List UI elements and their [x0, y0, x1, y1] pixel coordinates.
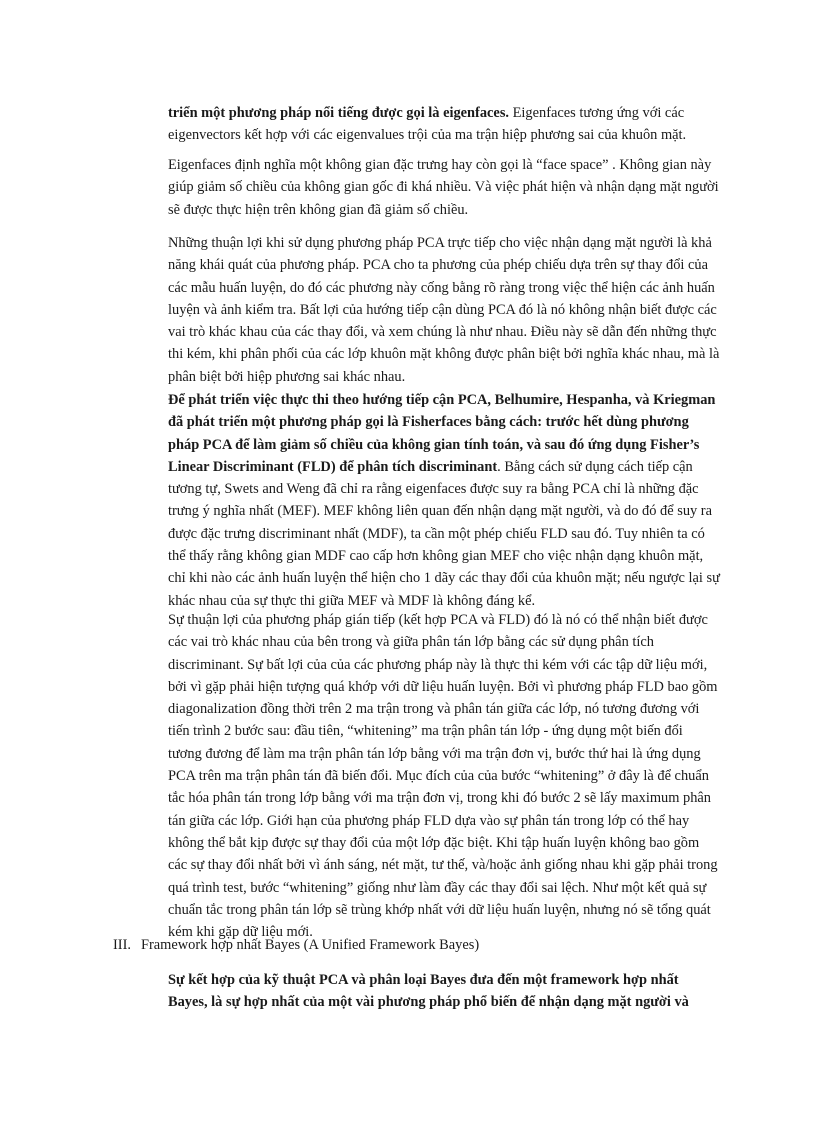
- paragraph-text: Sự kết hợp của kỹ thuật PCA và phân loại Bayes đưa đến một framework hợp nhất Bayes, là sự hợp nhất của một vài phương pháp phổ biến để nhận dạng mặt người và: [168, 972, 689, 1011]
- paragraph-bold-lead: Để phát triển việc thực thi theo hướng tiếp cận PCA, Belhumire, Hespanha, và Kriegman đã phát triển một phương pháp gọi là Fisherfaces bằng cách: trước hết dùng phương pháp PCA để làm giảm số chiều của không gian tính toán, và sau đó ứng dụng Fisher’s Linear Discriminant (FLD) để phân tích discriminant: [168, 392, 716, 475]
- paragraph-eigenfaces-intro: [168, 102, 720, 147]
- paragraph-bold-lead: triển một phương pháp nổi tiếng được gọi là eigenfaces.: [168, 105, 510, 121]
- section-title: Framework hợp nhất Bayes (A Unified Framework Bayes): [141, 937, 480, 953]
- paragraph-bayes-framework: [168, 969, 720, 1014]
- section-heading: [113, 934, 479, 956]
- paragraph-text: Eigenfaces định nghĩa một không gian đặc trưng hay còn gọi là “face space” . Không gian này giúp giảm số chiều của không gian gốc đi khá nhiều. Và việc phát hiện và nhận dạng mặt người sẽ được thực hiện trên không gian đã giảm số chiều.: [168, 157, 719, 218]
- paragraph-indirect-method: [168, 609, 720, 943]
- paragraph-fisherfaces: [168, 389, 720, 612]
- paragraph-text: Eigenfaces tương ứng với các eigenvectors kết hợp với các eigenvalues trội của ma trận hiệp phương sai của khuôn mặt.: [168, 105, 687, 144]
- paragraph-face-space: [168, 154, 720, 221]
- paragraph-text: Sự thuận lợi của phương pháp gián tiếp (kết hợp PCA và FLD) đó là nó có thể nhận biết được các vai trò khác nhau của bên trong và giữa phân tán lớp bằng các sử dụng phân tích discriminant. Sự bất lợi của của các phương pháp này là thực thi kém với các tập dữ liệu mới, bởi vì gặp phải hiện tượng quá khớp với dữ liệu huấn luyện. Bởi vì phương pháp FLD bao gồm diagonalization đồng thời trên 2 ma trận trong và phân tán giữa các lớp, nó tương đương với tiến trình 2 bước sau: đầu tiên, “whitening” ma trận phân tán lớp - ứng dụng một biến đổi tương đương để làm ma trận phân tán lớp bằng với ma trận đơn vị, bước thứ hai là ứng dụng PCA trên ma trận phân tán đã biến đổi. Mục đích của của bước “whitening” ở đây là để chuẩn tắc hóa phân tán trong lớp bằng với ma trận đơn vị, trong khi đó bước 2 sẽ lấy maximum phân tán giữa các lớp. Giới hạn của phương pháp FLD dựa vào sự phân tán trong lớp có thể hay không thể bắt kịp được sự thay đổi của một lớp đặc biệt. Khi tập huấn luyện không bao gồm các sự thay đổi nhất bởi vì ánh sáng, nét mặt, tư thế, và/hoặc ảnh giống nhau khi gặp phải trong quá trình test, bước “whitening” giống như làm đầy các thay đổi sai lệch. Như một kết quả sự chuẩn tắc trong phân tán lớp sẽ trùng khớp nhất với dữ liệu huấn luyện, nhưng nó sẽ tổng quát kém khi gặp dữ liệu mới.: [168, 612, 718, 941]
- paragraph-pca-advantages: [168, 232, 720, 388]
- paragraph-text: . Bằng cách sử dụng cách tiếp cận tương tự, Swets and Weng đã chỉ ra rằng eigenfaces được suy ra bằng PCA chỉ là những đặc trưng ý nghĩa nhất (MEF). MEF không liên quan đến nhận dạng mặt người, và do đó để suy ra được đặc trưng discriminant nhất (MDF), ta cần một phép chiếu FLD sau đó. Tuy nhiên ta có thể thấy rằng không gian MDF cao cấp hơn không gian MEF cho việc nhận dạng khuôn mặt, chỉ khi nào các ảnh huấn luyện thể hiện cho 1 dãy các thay đổi của khuôn mặt; nếu ngược lại sự khác nhau của sự thực thi giữa MEF và MDF là không đáng kể.: [168, 458, 720, 609]
- section-number: III.: [113, 937, 131, 953]
- paragraph-text: Những thuận lợi khi sử dụng phương pháp PCA trực tiếp cho việc nhận dạng mặt người là khả năng khái quát của phương pháp. PCA cho ta phương của phép chiếu dựa trên sự thay đổi của các mẫu huấn luyện, do đó các phương này cống bằng rõ ràng trong việc thể hiện các ảnh huấn luyện và ảnh kiểm tra. Bất lợi của hướng tiếp cận dùng PCA đó là nó không nhận biết được các vai trò khác khau của các thay đổi, và xem chúng là như nhau. Điều này sẽ dẫn đến những thực thi kém, khi phân phối của các lớp khuôn mặt không được phân biệt bởi nghĩa khác nhau, mà là phân biệt bởi hiệp phương sai khác nhau.: [168, 235, 720, 385]
